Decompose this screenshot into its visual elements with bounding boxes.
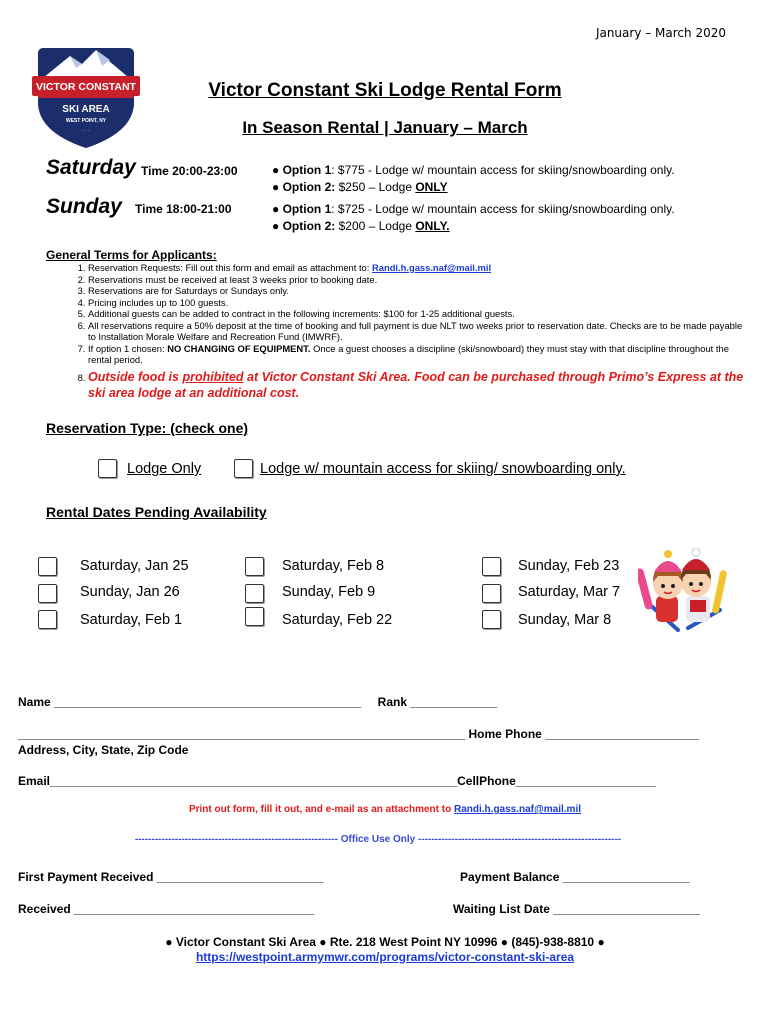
waiting-list-field[interactable]: Waiting List Date ______________________ <box>453 902 701 916</box>
saturday-label: Saturday <box>46 156 136 179</box>
term-6: 6. All reservations require a 50% deposit at the time of booking and full payment is due NLT two weeks prior to reservation date. Checks are to be made payable to Installation Morale Welfare and Recreation Fund (IMWRF). <box>88 320 748 343</box>
term-2: 2. Reservations must be received at least 3 weeks prior to booking date. <box>88 274 748 286</box>
kids-skiing-illustration <box>638 548 728 638</box>
received-field[interactable]: Received ____________________________________ <box>18 902 315 916</box>
address-label: Address, City, State, Zip Code <box>18 743 189 757</box>
date-checkbox-jan26[interactable] <box>38 584 57 603</box>
date-label: Saturday, Feb 22 <box>282 612 393 628</box>
date-checkbox-mar7[interactable] <box>482 584 501 603</box>
term-7: 7. If option 1 chosen: NO CHANGING OF EQUIPMENT. Once a guest chooses a discipline (ski/snowboard) they must stay with that discipline throughout the rental period. <box>88 343 748 366</box>
first-payment-field[interactable]: First Payment Received _________________________ <box>18 870 324 884</box>
date-label: Sunday, Mar 8 <box>518 612 612 628</box>
instruction-email-link[interactable]: Randi.h.gass.naf@mail.mil <box>454 804 582 815</box>
term-3: 3. Reservations are for Saturdays or Sundays only. <box>88 285 748 297</box>
page-subtitle: In Season Rental | January – March <box>242 118 528 137</box>
date-label: Saturday, Feb 1 <box>80 612 183 628</box>
sunday-option-1: ● Option 1: $725 - Lodge w/ mountain access for skiing/snowboarding only. <box>272 202 675 216</box>
date-checkbox-feb23[interactable] <box>482 557 501 576</box>
term-5: 5. Additional guests can be added to contract in the following increments: $100 for 1-25 additional guests. <box>88 308 748 320</box>
terms-heading: General Terms for Applicants: <box>46 248 217 262</box>
dates-heading: Rental Dates Pending Availability <box>46 504 267 520</box>
logo-line4: · · · <box>82 128 90 134</box>
date-label: Saturday, Jan 25 <box>80 558 189 574</box>
date-label: Sunday, Feb 23 <box>518 558 620 574</box>
logo-line3: WEST POINT, NY <box>65 118 107 124</box>
date-checkbox-feb8[interactable] <box>245 557 264 576</box>
sunday-time: Time 18:00-21:00 <box>135 202 232 216</box>
date-label: Saturday, Feb 8 <box>282 558 385 574</box>
print-instruction: Print out form, fill it out, and e-mail as an attachment to Randi.h.gass.naf@mail.mil <box>188 804 582 815</box>
footer-contact: ● Victor Constant Ski Area ● Rte. 218 West Point NY 10996 ● (845)-938-8810 ● <box>165 935 605 949</box>
office-use-divider: ------------------------------------------------------------- Office Use Only ------------------------------------------------------------- <box>134 834 622 845</box>
date-checkbox-feb9[interactable] <box>245 584 264 603</box>
payment-balance-field[interactable]: Payment Balance ___________________ <box>460 870 690 884</box>
date-checkbox-feb1[interactable] <box>38 610 57 629</box>
date-label: Saturday, Mar 7 <box>518 584 621 600</box>
date-checkbox-jan25[interactable] <box>38 557 57 576</box>
term-1: 1. Reservation Requests: Fill out this form and email as attachment to: Randi.h.gass.naf@mail.mil <box>88 262 748 274</box>
date-label: Sunday, Jan 26 <box>80 584 180 600</box>
website-link[interactable]: https://westpoint.armymwr.com/programs/victor-constant-ski-area <box>195 950 575 964</box>
saturday-option-2: ● Option 2: $250 – Lodge ONLY <box>272 180 448 194</box>
sunday-label: Sunday <box>46 195 122 218</box>
lodge-mountain-label: Lodge w/ mountain access for skiing/ snowboarding only. <box>260 461 626 477</box>
lodge-mountain-checkbox[interactable] <box>234 459 253 478</box>
saturday-time: Time 20:00-23:00 <box>141 164 238 178</box>
date-checkbox-feb22[interactable] <box>245 607 264 626</box>
date-checkbox-mar8[interactable] <box>482 610 501 629</box>
logo-line1: VICTOR CONSTANT <box>36 81 136 93</box>
page-title: Victor Constant Ski Lodge Rental Form <box>208 80 562 101</box>
lodge-only-checkbox[interactable] <box>98 459 117 478</box>
sunday-option-2: ● Option 2: $200 – Lodge ONLY. <box>272 219 450 233</box>
home-phone-field[interactable]: ___________________________________________________________________ Home Phone _______________________ <box>18 727 699 741</box>
reservation-heading: Reservation Type: (check one) <box>46 420 249 436</box>
date-range: January – March 2020 <box>595 26 726 40</box>
terms-list <box>60 262 748 401</box>
lodge-only-label: Lodge Only <box>127 461 202 477</box>
logo-line2: SKI AREA <box>62 104 110 115</box>
saturday-option-1: ● Option 1: $775 - Lodge w/ mountain access for skiing/snowboarding only. <box>272 163 675 177</box>
term-8: 8. Outside food is prohibited at Victor Constant Ski Area. Food can be purchased through Primo’s Express at the ski area lodge at an additional cost. <box>88 369 748 401</box>
email-link[interactable]: Randi.h.gass.naf@mail.mil <box>371 262 492 273</box>
date-label: Sunday, Feb 9 <box>282 584 376 600</box>
term-4: 4. Pricing includes up to 100 guests. <box>88 297 748 309</box>
email-cellphone-field[interactable]: Email_____________________________________________________________CellPhone_____________________ <box>18 774 656 788</box>
name-rank-field[interactable]: Name ______________________________________________ Rank _____________ <box>18 695 498 709</box>
footer-url-row <box>0 950 770 964</box>
